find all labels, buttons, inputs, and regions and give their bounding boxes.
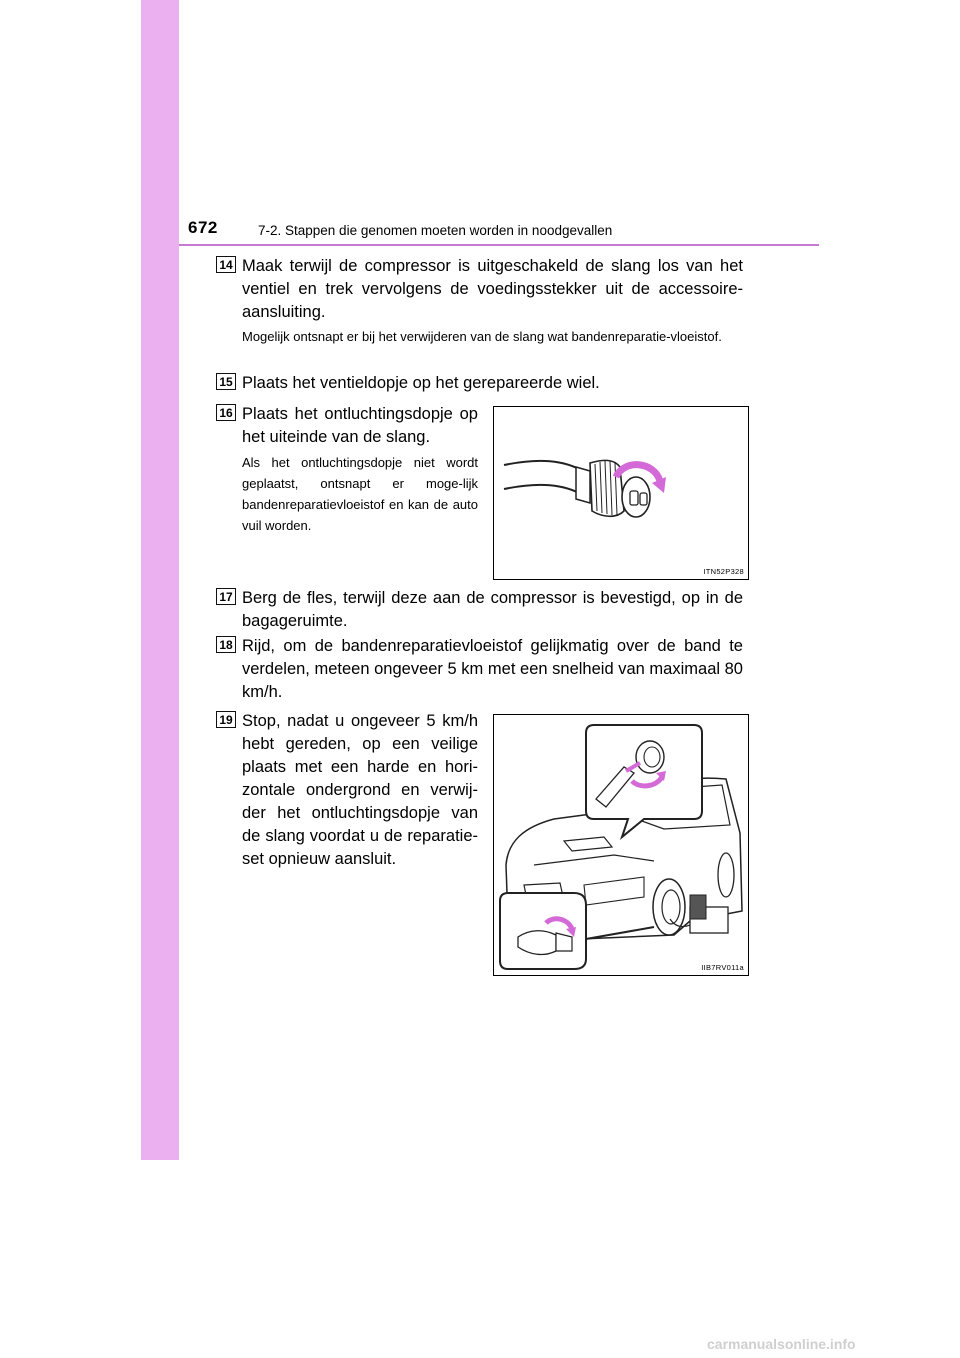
step-19-text: Stop, nadat u ongeveer 5 km/h hebt gereden, op een veilige plaats met een harde en hori-zontale ondergrond en verwij-der het ontluchtingsdopje van de slang voordat u de reparatie-set opnieuw aansluit. (242, 712, 478, 868)
step-number-17: 17 (216, 588, 236, 605)
hose-cap-illustration (494, 407, 748, 579)
figure-code: IIB7RV011a (701, 963, 744, 972)
step-number-16: 16 (216, 404, 236, 421)
step-14-text: Maak terwijl de compressor is uitgeschakeld de slang los van het ventiel en trek vervolgens de voedingsstekker uit de accessoire-aansluiting. (242, 257, 743, 321)
step-number-14: 14 (216, 256, 236, 273)
car-repair-kit-illustration (494, 715, 748, 975)
chapter-sidebar-tab (141, 0, 179, 1160)
step-17-text: Berg de fles, terwijl deze aan de compressor is bevestigd, op in de bagageruimte. (242, 589, 743, 630)
step-14-note: Mogelijk ontsnapt er bij het verwijderen van de slang wat bandenreparatie-vloeistof. (242, 329, 722, 344)
step-15-text: Plaats het ventieldopje op het gerepareerde wiel. (242, 374, 600, 392)
step-number-15: 15 (216, 373, 236, 390)
step-number-19: 19 (216, 711, 236, 728)
footer-watermark: carmanualsonline.info (707, 1336, 856, 1352)
step-18-text: Rijd, om de bandenreparatievloeistof gelijkmatig over de band te verdelen, meteen ongeveer 5 km met een snelheid van maximaal 80 km/h. (242, 637, 743, 701)
step-16-note: Als het ontluchtingsdopje niet wordt geplaatst, ontsnapt er moge-lijk bandenreparatievloeistof en kan de auto vuil worden. (242, 455, 478, 533)
page-number: 672 (188, 218, 218, 237)
figure-code: ITN52P328 (703, 567, 744, 576)
car-repair-kit-figure (493, 714, 749, 976)
step-number-18: 18 (216, 636, 236, 653)
hose-cap-figure (493, 406, 749, 580)
header-divider (179, 244, 819, 246)
step-16-text: Plaats het ontluchtingsdopje op het uiteinde van de slang. (242, 405, 478, 446)
section-title: 7-2. Stappen die genomen moeten worden in noodgevallen (258, 223, 613, 238)
